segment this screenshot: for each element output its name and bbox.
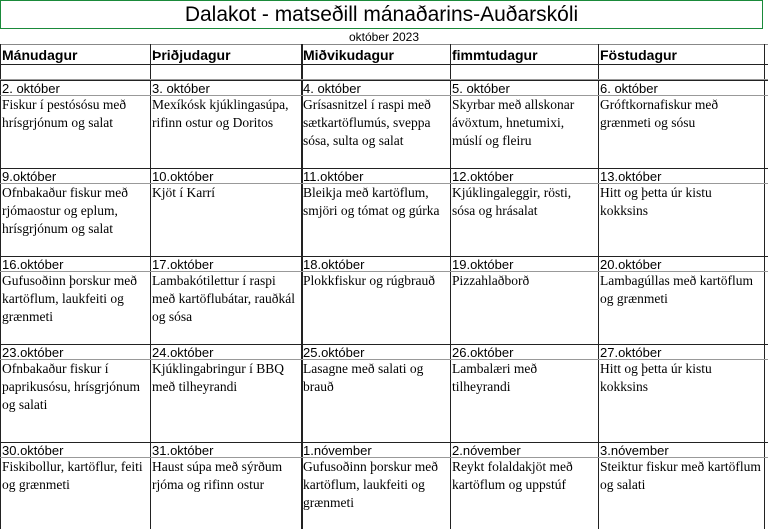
menu-date: 16.október	[2, 257, 64, 272]
header-bottom-line	[0, 64, 768, 65]
month-subtitle: október 2023	[0, 30, 768, 45]
menu-meal: Hitt og þetta úr kistu kokksins	[600, 185, 712, 218]
menu-date: 13.október	[600, 169, 662, 184]
menu-meal: Bleikja með kartöflum, smjöri og tómat og gúrka	[303, 185, 440, 218]
menu-date: 30.október	[2, 443, 64, 458]
menu-date: 26.október	[452, 345, 514, 360]
menu-meal: Kjúklingaleggir, rösti, sósa og hrásalat	[452, 185, 572, 218]
day-header-1: Þriðjudagur	[152, 47, 231, 63]
menu-meal: Mexíkósk kjúklingasúpa, rifinn ostur og Doritos	[152, 97, 289, 130]
menu-meal: Kjúklingabringur í BBQ með tilheyrandi	[152, 361, 284, 394]
menu-meal: Ofnbakaður fiskur í paprikusósu, hrísgrjónum og salati	[2, 361, 140, 412]
menu-date: 4. október	[303, 81, 361, 96]
menu-title: Dalakot - matseðill mánaðarins-Auðarskóli	[0, 0, 763, 29]
menu-date: 11.október	[303, 169, 364, 184]
menu-meal: Haust súpa með sýrðum rjóma og rifinn ostur	[152, 459, 283, 492]
menu-date: 1.nóvember	[303, 443, 372, 458]
menu-meal: Lambakótilettur í raspi með kartöflubátar, rauðkál og sósa	[152, 273, 296, 324]
day-header-2: Miðvikudagur	[303, 47, 395, 63]
menu-date: 19.október	[452, 257, 514, 272]
menu-date: 31.október	[152, 443, 214, 458]
menu-date: 3. október	[152, 81, 210, 96]
menu-date: 25.október	[303, 345, 365, 360]
menu-date: 9.október	[2, 169, 57, 184]
menu-meal: Gufusoðinn þorskur með kartöflum, laukfeiti og grænmeti	[303, 459, 438, 510]
menu-date: 10.október	[152, 169, 214, 184]
menu-meal: Gufusoðinn þorskur með kartöflum, laukfeiti og grænmeti	[2, 273, 137, 324]
menu-date: 17.október	[152, 257, 214, 272]
menu-meal: Kjöt í Karrí	[152, 185, 215, 200]
menu-date: 2. október	[2, 81, 60, 96]
menu-meal: Grísasnitzel í raspi með sætkartöflumús, sveppa sósa, sulta og salat	[303, 97, 431, 148]
menu-meal: Hitt og þetta úr kistu kokksins	[600, 361, 712, 394]
menu-date: 20.október	[600, 257, 662, 272]
day-header-0: Mánudagur	[2, 47, 78, 63]
menu-date: 2.nóvember	[452, 443, 521, 458]
menu-meal: Steiktur fiskur með kartöflum og salati	[600, 459, 761, 492]
menu-date: 3.nóvember	[600, 443, 669, 458]
menu-meal: Fiskibollur, kartöflur, feiti og grænmeti	[2, 459, 143, 492]
menu-date: 23.október	[2, 345, 64, 360]
menu-meal: Gróftkornafiskur með grænmeti og sósu	[600, 97, 719, 130]
day-header-3: fimmtudagur	[452, 47, 538, 63]
menu-date: 27.október	[600, 345, 662, 360]
menu-date: 18.október	[303, 257, 365, 272]
menu-meal: Reykt folaldakjöt með kartöflum og uppstúf	[452, 459, 573, 492]
day-header-4: Föstudagur	[600, 47, 677, 63]
menu-date: 24.október	[152, 345, 214, 360]
menu-date: 5. október	[452, 81, 510, 96]
menu-meal: Pizzahlaðborð	[452, 273, 530, 288]
menu-meal: Skyrbar með allskonar ávöxtum, hnetumixi, múslí og fleiru	[452, 97, 575, 148]
menu-meal: Ofnbakaður fiskur með rjómaostur og eplum, hrísgrjónum og salat	[2, 185, 128, 236]
menu-meal: Plokkfiskur og rúgbrauð	[303, 273, 435, 288]
menu-date: 12.október	[452, 169, 514, 184]
menu-meal: Lambalæri með tilheyrandi	[452, 361, 538, 394]
menu-meal: Lambagúllas með kartöflum og grænmeti	[600, 273, 753, 306]
menu-meal: Fiskur í pestósósu með hrísgrjónum og salat	[2, 97, 127, 130]
menu-meal: Lasagne með salati og brauð	[303, 361, 424, 394]
menu-date: 6. október	[600, 81, 658, 96]
